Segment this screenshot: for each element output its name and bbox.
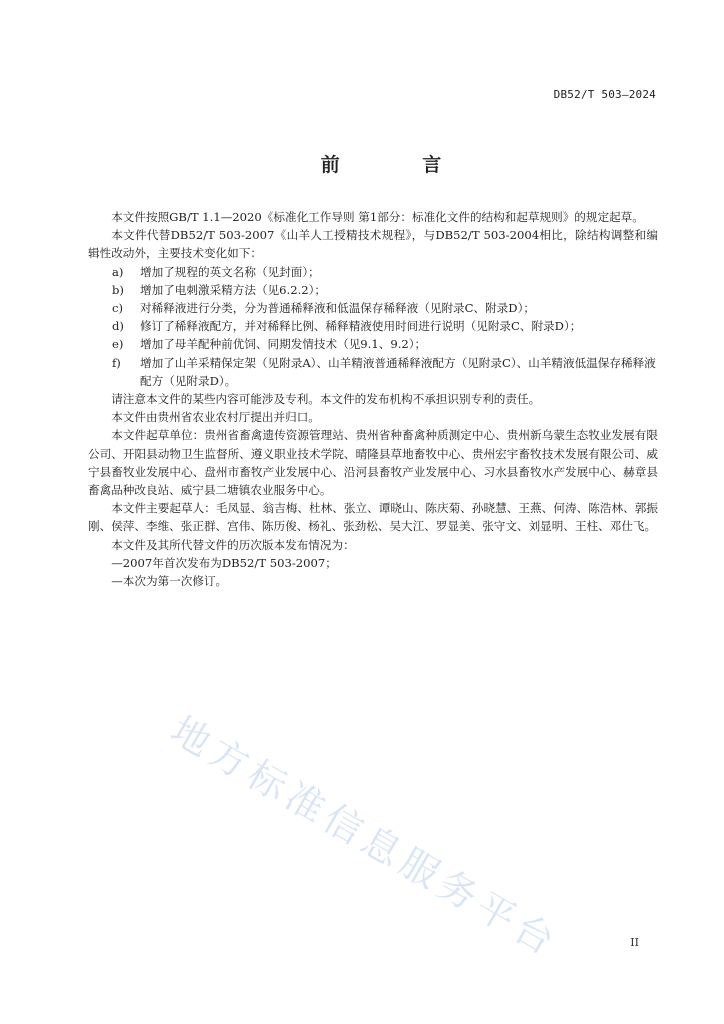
page-title: 前 言 bbox=[320, 154, 480, 176]
document-code: DB52/T 503—2024 bbox=[553, 88, 656, 101]
list-item bbox=[88, 263, 658, 281]
list-marker: a) bbox=[112, 264, 124, 279]
list-item-text: 增加了规程的英文名称（见封面）； bbox=[140, 264, 320, 279]
paragraph-history-intro: 本文件及其所代替文件的历次版本发布情况为： bbox=[111, 537, 355, 552]
paragraph-drafting-units: 本文件起草单位：贵州省畜禽遗传资源管理站、贵州省种畜禽种质测定中心、贵州新乌蒙生态牧业发展有限公司、开阳县动物卫生监督所、遵义职业技术学院、晴隆县草地畜牧中心、贵州宏宇畜牧技术发展有限公司、威宁县畜牧业发展中心、盘州市畜牧产业发展中心、沿河县畜牧产业发展中心、习水县畜牧水产发展中心、赫章县畜禽品种改良站、威宁县二塘镇农业服务中心。 bbox=[88, 428, 658, 498]
list-item bbox=[88, 317, 658, 335]
list-item-text: 对稀释液进行分类，分为普通稀释液和低温保存稀释液（见附录C、附录D）； bbox=[140, 301, 535, 316]
paragraph-drafters: 本文件主要起草人：毛凤显、翁吉梅、杜林、张立、谭晓山、陈庆菊、孙晓慧、王燕、何涛、陈浩林、郭振刚、侯萍、李维、张正群、宫伟、陈历俊、杨礼、张劲松、吴大江、罗显美、张守文、刘显明、王柱、邓仕飞。 bbox=[88, 501, 658, 534]
list-item-text: 增加了电刺激采精方法（见6.2.2）； bbox=[140, 282, 327, 297]
list-item bbox=[88, 299, 658, 317]
watermark: 地方标准信息服务平台 bbox=[163, 707, 567, 966]
list-item-text: 增加了母羊配种前优饲、同期发情技术（见9.1、9.2）； bbox=[140, 337, 427, 352]
history-line: —本次为第一次修订。 bbox=[111, 574, 228, 589]
foreword-body bbox=[88, 208, 658, 590]
paragraph-replacement: 本文件代替DB52/T 503-2007《山羊人工授精技术规程》，与DB52/T 503-2004相比，除结构调整和编辑性改动外，主要技术变化如下： bbox=[88, 228, 658, 261]
list-marker: b) bbox=[112, 282, 124, 297]
paragraph-proposer: 本文件由贵州省农业农村厅提出并归口。 bbox=[111, 410, 320, 425]
list-item bbox=[88, 335, 658, 353]
history-line: —2007年首次发布为DB52/T 503-2007； bbox=[111, 555, 337, 570]
paragraph-drafting-rules: 本文件按照GB/T 1.1—2020《标准化工作导则 第1部分：标准化文件的结构和起草规则》的规定起草。 bbox=[111, 210, 644, 224]
paragraph-patent-notice: 请注意本文件的某些内容可能涉及专利。本文件的发布机构不承担识别专利的责任。 bbox=[111, 392, 541, 407]
list-marker: c) bbox=[112, 301, 124, 316]
list-marker: d) bbox=[112, 319, 124, 334]
list-marker: e) bbox=[112, 337, 124, 352]
list-item-text: 修订了稀释液配方，并对稀释比例、稀释精液使用时间进行说明（见附录C、附录D）； bbox=[140, 319, 582, 334]
list-marker: f) bbox=[112, 355, 121, 370]
list-item-text: 增加了山羊采精保定架（见附录A）、山羊精液普通稀释液配方（见附录C）、山羊精液低温保存稀释液配方（见附录D）。 bbox=[140, 355, 656, 388]
list-item bbox=[88, 354, 658, 390]
page-number: II bbox=[630, 936, 639, 949]
changes-list bbox=[88, 263, 658, 390]
list-item bbox=[88, 281, 658, 299]
